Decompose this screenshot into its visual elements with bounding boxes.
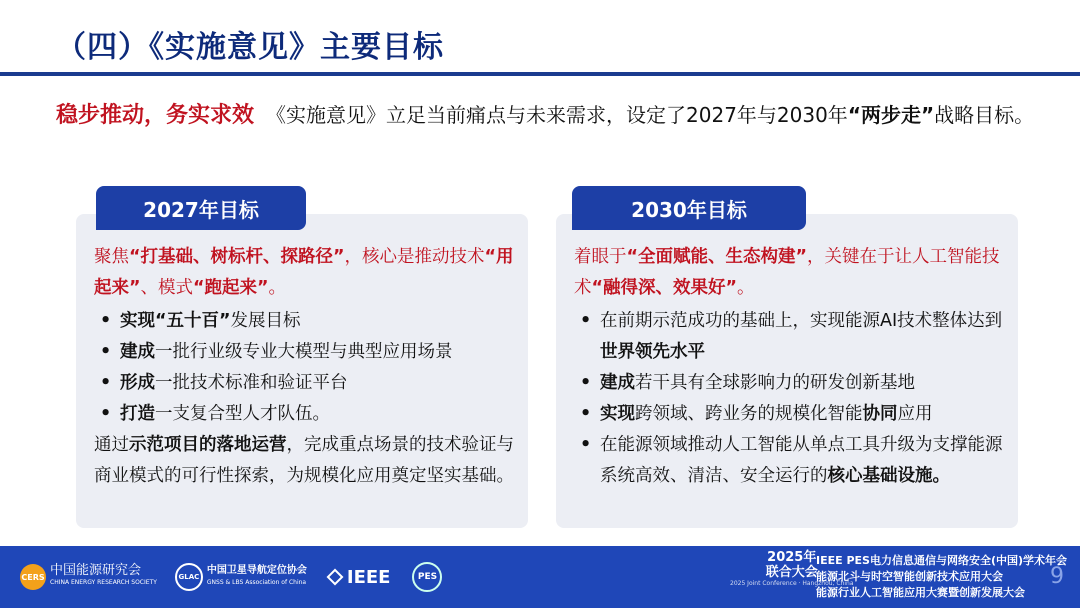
summary-quote: “跑起来” <box>193 278 269 298</box>
summary-quote: “融得深、效果好” <box>591 278 738 298</box>
goal-tab-2027: 2027年目标 <box>96 186 306 230</box>
goal-card-2030 <box>556 197 1018 528</box>
goal-card-body <box>574 242 1004 492</box>
bullet-verb: 实现 <box>600 404 635 424</box>
ieee-text: IEEE <box>346 566 391 588</box>
bullet-text: 发展目标 <box>230 311 301 331</box>
bullet-text: 跨领域、跨业务的规模化智能 <box>635 404 863 424</box>
goal-tab-2030: 2030年目标 <box>572 186 806 230</box>
intro-lead: 稳步推动，务实求效 <box>56 103 255 128</box>
conference-year: 2025年 <box>767 550 817 565</box>
bullet-text: 在前期示范成功的基础上，实现能源AI技术整体达到 <box>600 311 1003 331</box>
glac-name: 中国卫星导航定位协会 <box>206 565 307 576</box>
bullet-quote: “五十百” <box>155 311 231 331</box>
bullet-verb: 建成 <box>600 373 635 393</box>
goal-bullet-list <box>94 306 514 430</box>
goal-summary <box>94 242 514 304</box>
bullet-verb: 打造 <box>120 404 155 424</box>
pes-logo-icon: PES <box>412 562 442 592</box>
bullet-bold: 核心基础设施。 <box>827 466 950 486</box>
goal-summary <box>574 242 1004 304</box>
bullet-text: 在能源领域推动人工智能从单点工具升级为支撑能源系统高效、清洁、安全运行的 <box>600 435 1003 486</box>
conference-sub: 2025 Joint Conference · Hangzhou, China <box>730 580 854 587</box>
bullet-text: 一批技术标准和验证平台 <box>155 373 348 393</box>
bullet-verb: 建成 <box>120 342 155 362</box>
summary-text: 、模式 <box>140 278 194 298</box>
title-divider <box>0 72 1080 76</box>
ieee-logo <box>329 567 391 588</box>
glac-logo <box>175 563 307 591</box>
list-item <box>94 337 514 368</box>
cers-name: 中国能源研究会 <box>50 563 142 578</box>
conference-line: 能源北斗与时空智能创新技术应用大会 <box>816 570 1003 583</box>
list-item <box>574 399 1004 430</box>
intro-emphasis: “两步走” <box>847 103 935 127</box>
summary-text: 聚焦 <box>94 247 129 267</box>
bullet-verb: 形成 <box>120 373 155 393</box>
goal-conclusion <box>94 430 514 492</box>
bullet-text: 若干具有全球影响力的研发创新基地 <box>635 373 915 393</box>
summary-text: 。 <box>268 278 287 298</box>
list-item <box>94 368 514 399</box>
goal-card-body <box>94 242 514 492</box>
footer-bar <box>0 546 1080 608</box>
cers-logo <box>20 564 157 590</box>
summary-text: 。 <box>737 278 755 298</box>
summary-quote: “打基础、树标杆、探路径” <box>129 247 345 267</box>
summary-text: ，核心是推动技术 <box>344 247 485 267</box>
bullet-text: 一支复合型人才队伍。 <box>155 404 330 424</box>
ieee-diamond-icon <box>326 569 343 586</box>
conference-line: IEEE PES电力信息通信与网络安全(中国)学术年会 <box>816 554 1068 567</box>
list-item <box>574 368 1004 399</box>
conclusion-text: 通过 <box>94 435 129 455</box>
summary-quote: “用起来” <box>94 247 514 298</box>
cers-subtitle: CHINA ENERGY RESEARCH SOCIETY <box>50 579 157 586</box>
conclusion-bold: 示范项目的落地运营 <box>129 435 287 455</box>
bullet-text: 应用 <box>897 404 933 424</box>
goal-bullet-list <box>574 306 1004 492</box>
cers-emblem-icon: CERS <box>20 564 46 590</box>
list-item <box>574 306 1004 368</box>
intro-text: 《实施意见》立足当前痛点与未来需求，设定了2027年与2030年 <box>266 103 848 127</box>
page-number: 9 <box>1050 564 1064 589</box>
conference-line: 能源行业人工智能应用大赛暨创新发展大会 <box>816 586 1025 599</box>
summary-quote: “全面赋能、生态构建” <box>626 247 808 267</box>
bullet-bold: 世界领先水平 <box>600 342 705 362</box>
intro-paragraph <box>56 92 1036 139</box>
conference-list <box>816 553 1067 601</box>
page-title: （四）《实施意见》主要目标 <box>56 30 444 65</box>
bullet-verb: 实现 <box>120 311 155 331</box>
glac-emblem-icon: GLAC <box>175 563 203 591</box>
intro-text-end: 战略目标。 <box>934 103 1035 127</box>
summary-text: 着眼于 <box>574 247 627 267</box>
glac-logo-text <box>207 565 307 589</box>
glac-subtitle: GNSS & LBS Association of China <box>206 579 307 586</box>
bullet-bold: 协同 <box>862 404 898 424</box>
list-item <box>94 399 514 430</box>
goal-card-2027 <box>76 197 528 528</box>
conclusion-text: ，完成重点场景的技术验证与商业模式的可行性探索，为规模化应用奠定坚实基础。 <box>94 435 514 486</box>
cers-logo-text <box>50 565 157 589</box>
summary-text: ，关键在于让人工智能技术 <box>574 247 1000 298</box>
conference-name: 联合大会 <box>765 565 818 580</box>
list-item <box>574 430 1004 492</box>
list-item <box>94 306 514 337</box>
bullet-text: 一批行业级专业大模型与典型应用场景 <box>155 342 453 362</box>
